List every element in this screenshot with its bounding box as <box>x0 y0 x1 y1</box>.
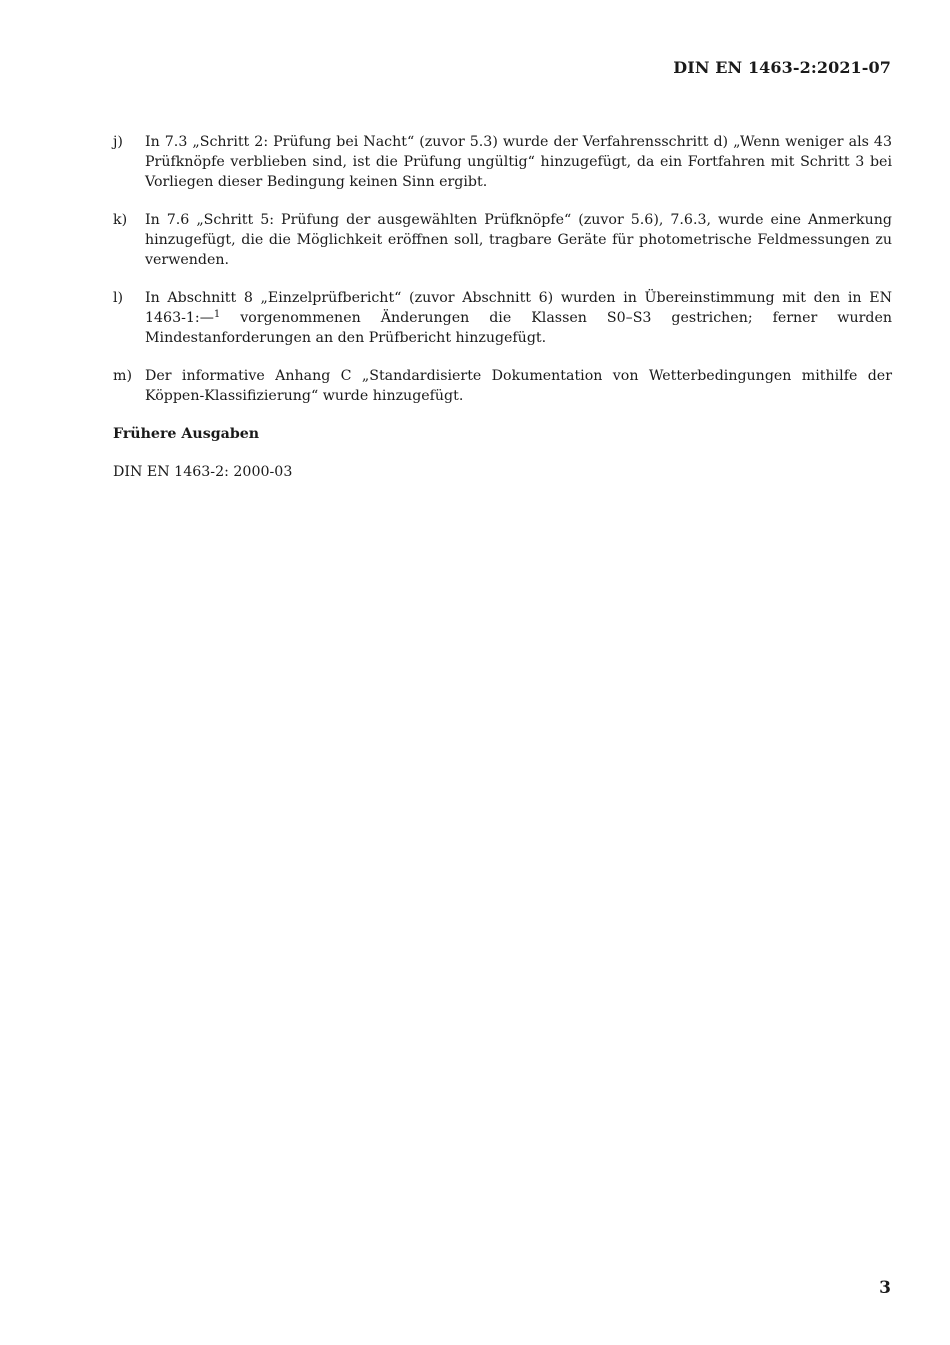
list-item-label: m) <box>113 368 132 384</box>
list-item-text: In 7.3 „Schritt 2: Prüfung bei Nacht“ (zuvor 5.3) wurde der Verfahrensschritt d) „Wenn weniger als 43 Prüfknöpfe verblieben sind, ist die Prüfung ungültig“ hinzugefügt, da ein Fortfahren mit Schritt 3 bei Vorliegen dieser Bedingung keinen Sinn ergibt. <box>145 134 892 190</box>
list-item-text: In 7.6 „Schritt 5: Prüfung der ausgewählten Prüfknöpfe“ (zuvor 5.6), 7.6.3, wurde eine Anmerkung hinzugefügt, die die Möglichkeit eröffnen soll, tragbare Geräte für photometrische Feldmessungen zu verwenden. <box>145 212 892 268</box>
list-item-label: j) <box>113 134 123 150</box>
list-item-l <box>113 288 892 348</box>
list-item-k <box>113 210 892 270</box>
previous-editions-heading: Frühere Ausgaben <box>113 426 260 442</box>
list-item-label: k) <box>113 212 128 228</box>
list-item-j <box>113 132 892 192</box>
list-item-text: Der informative Anhang C „Standardisierte Dokumentation von Wetterbedingungen mithilfe der Köppen-Klassifizierung“ wurde hinzugefügt. <box>145 368 892 404</box>
page-content <box>113 132 892 482</box>
document-reference: DIN EN 1463-2:2021-07 <box>673 58 891 77</box>
list-item-m <box>113 366 892 406</box>
list-item-text-before: In Abschnitt 8 „Einzelprüfbericht“ (zuvor Abschnitt 6) wurden in Übereinstimmung mit den in EN 1463-1:— <box>145 290 892 326</box>
list-item-text <box>145 288 892 348</box>
previous-edition-entry: DIN EN 1463-2: 2000-03 <box>113 464 293 480</box>
page-number: 3 <box>879 1278 891 1298</box>
list-item-label: l) <box>113 290 124 306</box>
list-item-text-after: vorgenommenen Änderungen die Klassen S0–S3 gestrichen; ferner wurden Mindestanforderungen an den Prüfbericht hinzugefügt. <box>145 310 892 346</box>
footnote-reference[interactable]: 1 <box>213 309 221 320</box>
